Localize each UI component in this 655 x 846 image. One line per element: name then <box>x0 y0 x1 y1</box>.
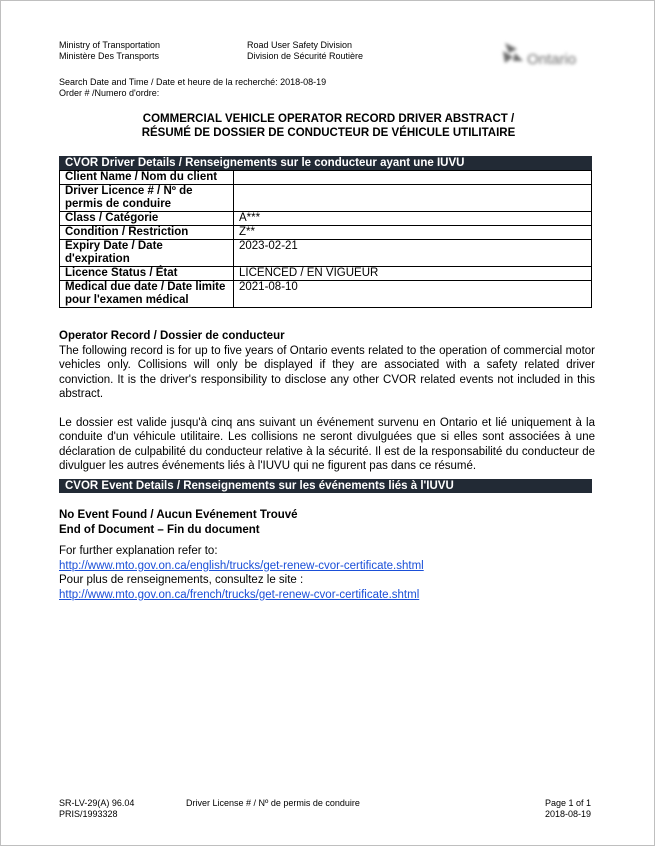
details-value: LICENCED / EN VIGUEUR <box>234 267 592 281</box>
event-details-body <box>59 508 595 602</box>
details-value <box>234 185 592 212</box>
footer-right <box>481 798 591 820</box>
division-name-en: Road User Safety Division <box>247 40 353 50</box>
operator-record-section <box>59 329 595 474</box>
driver-details-heading: CVOR Driver Details / Renseignements sur le conducteur ayant une IUVU <box>59 156 592 170</box>
details-label: Condition / Restriction <box>60 226 234 240</box>
event-details-heading: CVOR Event Details / Renseignements sur les événements liés à l'IUVU <box>59 479 592 493</box>
link-english[interactable]: http://www.mto.gov.on.ca/english/trucks/get-renew-cvor-certificate.shtml <box>59 559 424 572</box>
details-row <box>60 281 592 308</box>
explanation-fr: Pour plus de renseignements, consultez le site : <box>59 574 304 586</box>
pris-number: PRIS/1993328 <box>59 809 118 819</box>
division-block <box>247 40 363 62</box>
title-line-en: COMMERCIAL VEHICLE OPERATOR RECORD DRIVER ABSTRACT / <box>142 113 515 125</box>
details-row <box>60 226 592 240</box>
link-french[interactable]: http://www.mto.gov.on.ca/french/trucks/get-renew-cvor-certificate.shtml <box>59 588 420 601</box>
ministry-block <box>59 40 160 62</box>
page-number: Page 1 of 1 <box>544 798 591 808</box>
division-name-fr: Division de Sécurité Routière <box>247 51 364 61</box>
details-row <box>60 240 592 267</box>
search-date: Search Date and Time / Date et heure de la recherché: 2018-08-19 <box>59 77 327 87</box>
details-value: A*** <box>234 212 592 226</box>
details-label: Medical due date / Date limite pour l'examen médical <box>60 281 234 308</box>
details-label: Licence Status / État <box>60 267 234 281</box>
ministry-name-fr: Ministère Des Transports <box>59 51 160 61</box>
search-info <box>59 77 326 99</box>
no-event-text: No Event Found / Aucun Evénement Trouvé <box>59 509 298 521</box>
details-value <box>234 171 592 185</box>
details-label: Class / Catégorie <box>60 212 234 226</box>
details-row <box>60 267 592 281</box>
ontario-wordmark: Ontario <box>527 51 577 68</box>
operator-record-text-fr: Le dossier est valide jusqu'à cinq ans suivant un événement survenu en Ontario et lié uniquement à la conduite d'un véhicule utilitaire. Les collisions ne seront divulguées que si elles sont associées à une déclaration de culpabilité du conducteur relative à la sécurité. Il est de la responsabilité du conducteur de divulguer les autres événements liés à l'IUVU qui ne figurent pas dans ce résumé. <box>59 416 595 472</box>
details-row <box>60 171 592 185</box>
footer-license-label: Driver License # / Nº de permis de conduire <box>186 798 360 808</box>
details-value: 2023-02-21 <box>234 240 592 267</box>
order-number: Order # /Numero d'ordre: <box>59 88 160 98</box>
driver-details-table <box>59 170 592 308</box>
details-value: 2021-08-10 <box>234 281 592 308</box>
footer-left <box>59 798 134 820</box>
operator-record-text-en: The following record is for up to five years of Ontario events related to the operation of commercial motor vehicles only. Collisions will only be displayed if they are associated with a safety related driver conviction. It is the driver's responsibility to disclose any other CVOR related events not included in this abstract. <box>59 344 595 400</box>
operator-record-heading: Operator Record / Dossier de conducteur <box>59 330 285 342</box>
ministry-name-en: Ministry of Transportation <box>59 40 161 50</box>
details-label: Driver Licence # / Nº de permis de conduire <box>60 185 234 212</box>
details-label: Client Name / Nom du client <box>60 171 234 185</box>
end-of-document-text: End of Document – Fin du document <box>59 523 260 536</box>
explanation-en: For further explanation refer to: <box>59 545 218 557</box>
document-title <box>1 112 655 140</box>
details-row <box>60 212 592 226</box>
title-line-fr: RÉSUMÉ DE DOSSIER DE CONDUCTEUR DE VÉHICULE UTILITAIRE <box>141 127 516 139</box>
details-row <box>60 185 592 212</box>
details-value: Z** <box>234 226 592 240</box>
details-label: Expiry Date / Date d'expiration <box>60 240 234 267</box>
form-code: SR-LV-29(A) 96.04 <box>59 798 135 808</box>
footer-date: 2018-08-19 <box>544 809 591 819</box>
ontario-logo <box>499 39 591 73</box>
